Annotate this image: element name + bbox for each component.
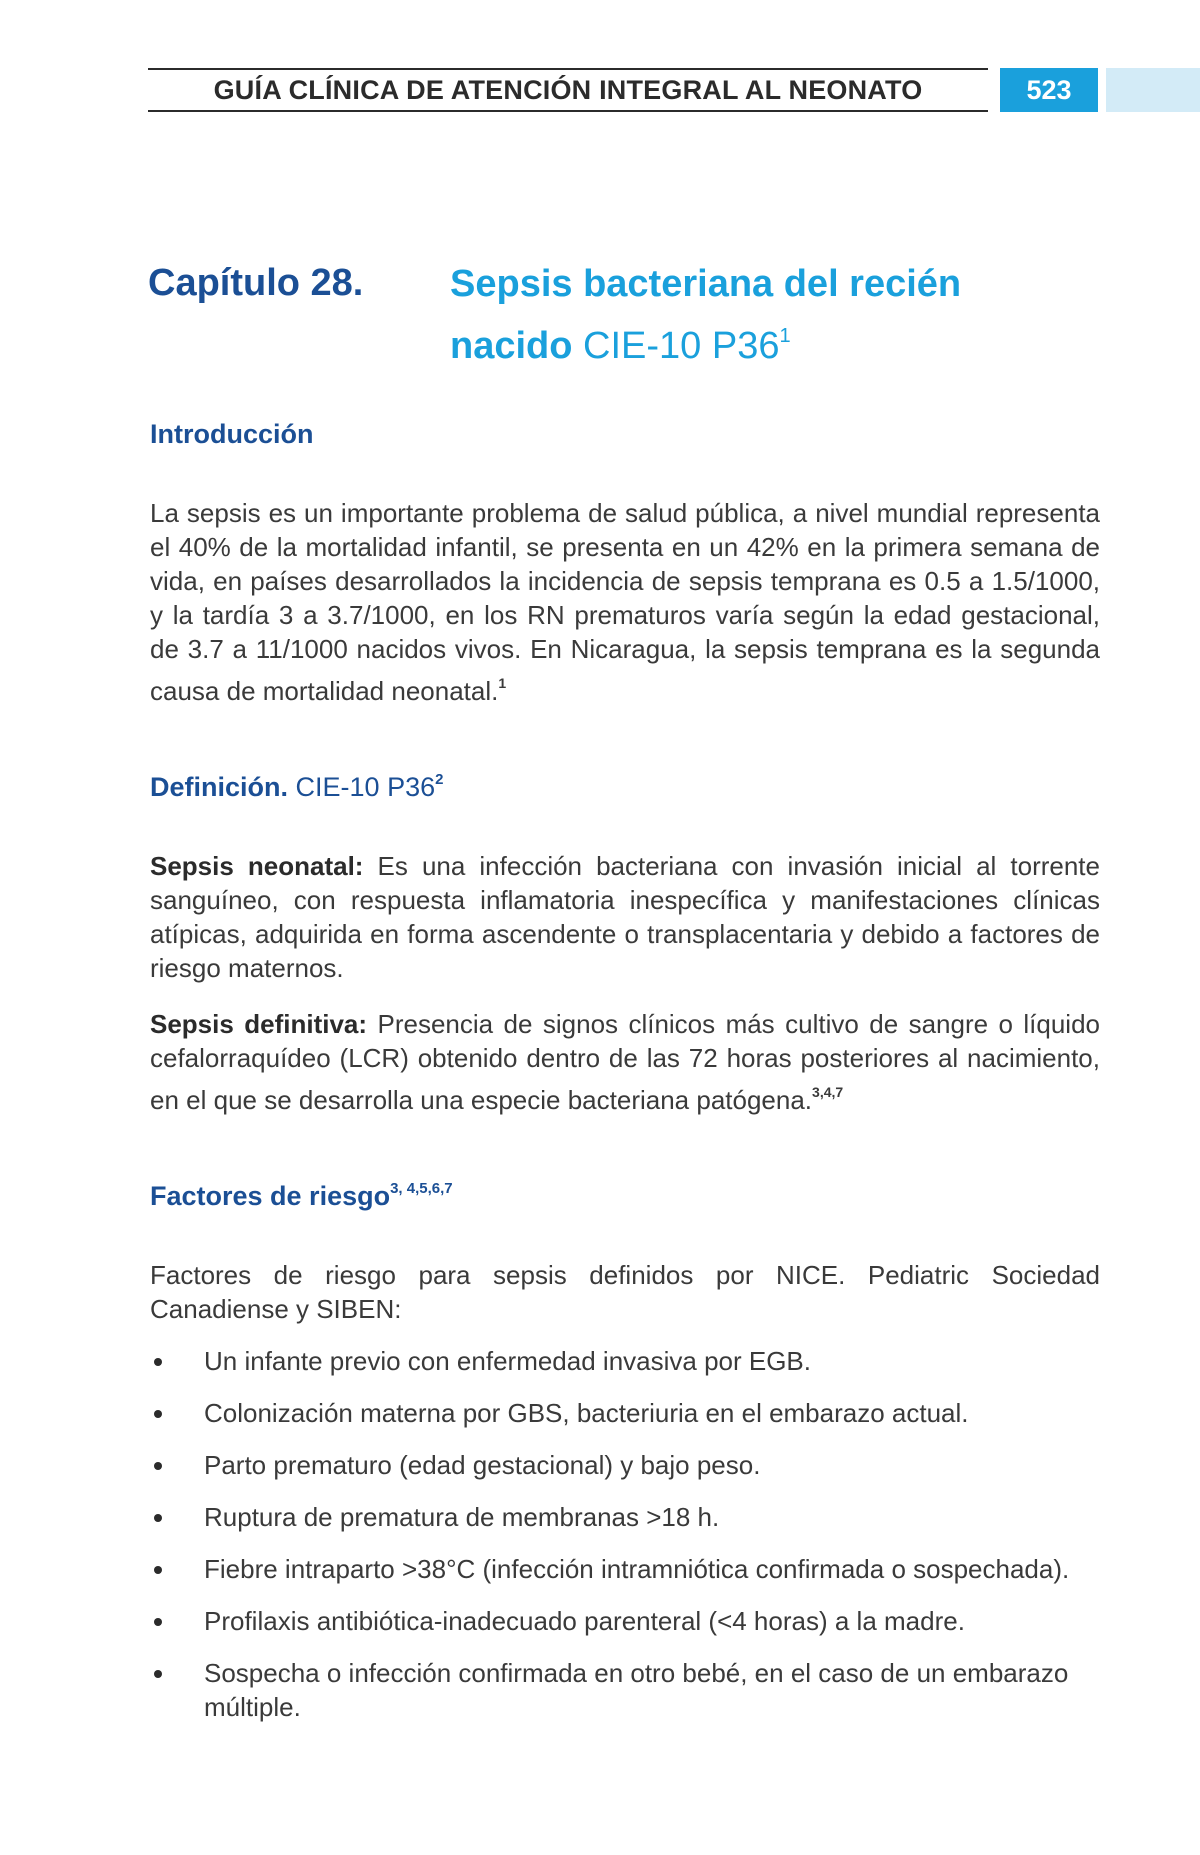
bullet-icon [154, 1514, 162, 1522]
chapter-title [450, 258, 1090, 372]
list-item-text: Ruptura de prematura de membranas >18 h. [204, 1502, 720, 1532]
intro-paragraph [150, 496, 1100, 708]
sepsis-neonatal-definition [150, 849, 1100, 985]
risk-factors-heading [150, 1171, 1100, 1214]
page-body [150, 416, 1100, 1742]
bullet-icon [154, 1670, 162, 1678]
risk-factors-heading-text: Factores de riesgo [150, 1181, 391, 1211]
list-item [150, 1344, 1100, 1378]
running-header-title: GUÍA CLÍNICA DE ATENCIÓN INTEGRAL AL NEONATO [148, 68, 988, 112]
intro-text: La sepsis es un importante problema de salud pública, a nivel mundial representa el 40% de la mortalidad infantil, se presenta en un 42% en la primera semana de vida, en países desarrollados la incidencia de sepsis temprana es 0.5 a 1.5/1000, y la tardía 3 a 3.7/1000, en los RN prematuros varía según la edad gestacional, de 3.7 a 11/1000 nacidos vivos. En Nicaragua, la sepsis temprana es la segunda causa de mortalidad neonatal. [150, 498, 1100, 706]
list-item-text: Sospecha o infección confirmada en otro bebé, en el caso de un embarazo múltiple. [204, 1658, 1069, 1722]
bullet-icon [154, 1358, 162, 1366]
definition-heading-code: CIE-10 P36 [295, 772, 436, 802]
list-item-text: Fiebre intraparto >38°C (infección intramniótica confirmada o sospechada). [204, 1554, 1070, 1584]
list-item-text: Parto prematuro (edad gestacional) y bajo peso. [204, 1450, 761, 1480]
list-item [150, 1552, 1100, 1586]
list-item [150, 1500, 1100, 1534]
chapter-title-code: CIE-10 P36 [583, 325, 780, 367]
chapter-title-ref: 1 [779, 325, 791, 347]
intro-ref: 1 [498, 675, 507, 691]
list-item [150, 1396, 1100, 1430]
intro-heading: Introducción [150, 419, 314, 449]
list-item [150, 1448, 1100, 1482]
definition-heading-text: Definición. [150, 772, 289, 802]
list-item [150, 1656, 1100, 1724]
sepsis-definitiva-text: Presencia de signos clínicos más cultivo de sangre o líquido cefalorraquídeo (LCR) obtenido dentro de las 72 horas posteriores al nacimiento, en el que se desarrolla una especie bacteriana patógena. [150, 1009, 1100, 1115]
chapter-label: Capítulo 28. [148, 262, 364, 304]
sepsis-definitiva-term: Sepsis definitiva: [150, 1009, 368, 1039]
bullet-icon [154, 1566, 162, 1574]
sepsis-definitiva-ref: 3,4,7 [812, 1084, 844, 1100]
risk-factors-intro: Factores de riesgo para sepsis definidos por NICE. Pediatric Sociedad Canadiense y SIBEN: [150, 1260, 1100, 1324]
chapter-title-text: Sepsis bacteriana del recién nacido [450, 263, 962, 367]
sepsis-definitiva-definition [150, 1007, 1100, 1117]
list-item-text: Un infante previo con enfermedad invasiva por EGB. [204, 1346, 812, 1376]
definition-heading-ref: 2 [435, 771, 444, 788]
sepsis-neonatal-term: Sepsis neonatal: [150, 851, 364, 881]
page-edge-tab [1106, 68, 1200, 112]
bullet-icon [154, 1462, 162, 1470]
risk-factors-list [150, 1344, 1100, 1724]
risk-factors-heading-ref: 3, 4,5,6,7 [390, 1180, 453, 1197]
page-number: 523 [1000, 68, 1098, 112]
bullet-icon [154, 1410, 162, 1418]
list-item-text: Colonización materna por GBS, bacteriuria en el embarazo actual. [204, 1398, 969, 1428]
definition-heading [150, 762, 1100, 805]
list-item-text: Profilaxis antibiótica-inadecuado parenteral (<4 horas) a la madre. [204, 1606, 965, 1636]
bullet-icon [154, 1618, 162, 1626]
list-item [150, 1604, 1100, 1638]
sepsis-neonatal-text: Es una infección bacteriana con invasión inicial al torrente sanguíneo, con respuesta inflamatoria inespecífica y manifestaciones clínicas atípicas, adquirida en forma ascendente o transplacentaria y debido a factores de riesgo maternos. [150, 851, 1100, 983]
